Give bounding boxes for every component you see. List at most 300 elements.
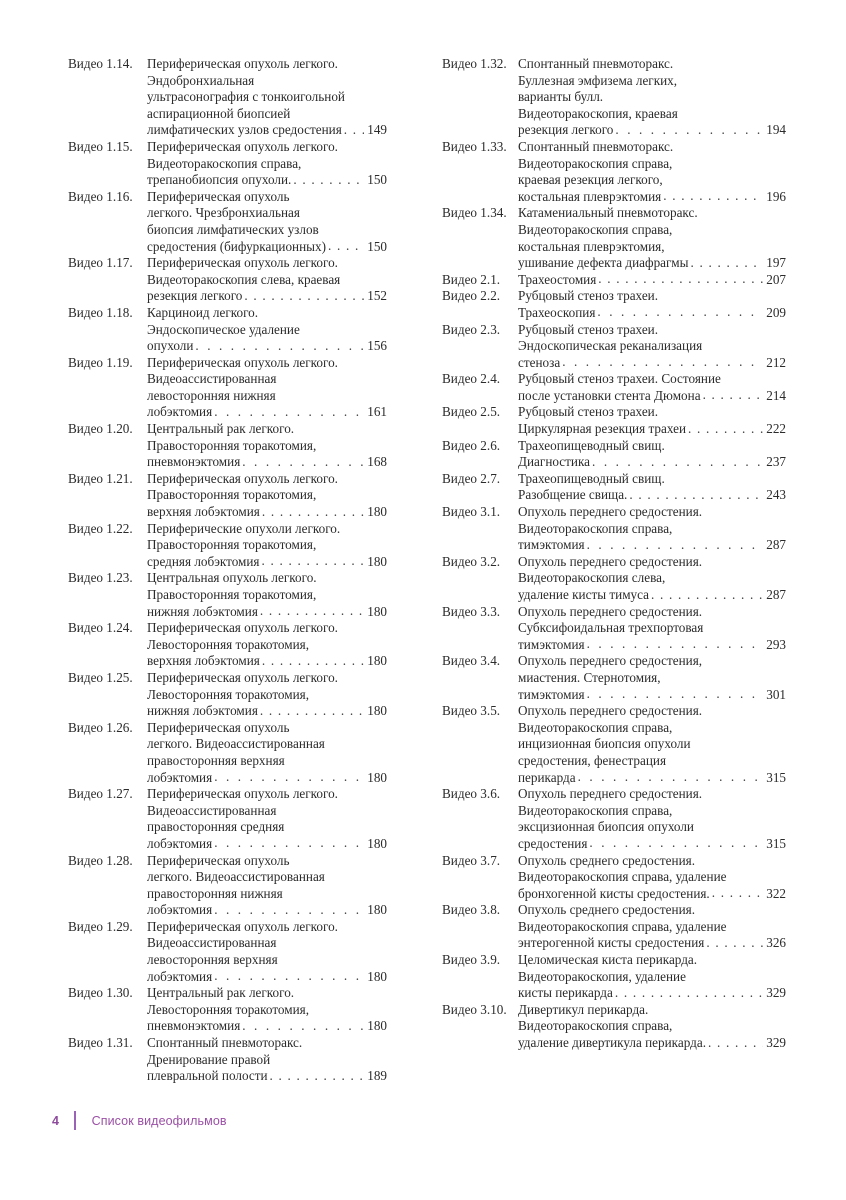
toc-entry-page-number: 180 bbox=[367, 603, 387, 619]
toc-entry-page-number: 212 bbox=[766, 354, 786, 370]
toc-entry[interactable] bbox=[442, 1002, 786, 1052]
toc-entry[interactable] bbox=[68, 56, 387, 139]
toc-entry-title-tail: опухоли bbox=[147, 338, 194, 354]
toc-entry-page-number: 287 bbox=[766, 587, 786, 602]
toc-entry[interactable] bbox=[68, 189, 387, 255]
toc-entry-line: Центральный рак легкого. bbox=[147, 421, 295, 437]
toc-entry-line: Правосторонняя торакотомия, bbox=[147, 487, 317, 503]
toc-entry-line: Видеоторакоскопия справа, bbox=[518, 719, 673, 735]
leader-dots bbox=[587, 537, 764, 554]
toc-entry[interactable] bbox=[68, 305, 387, 355]
leader-dots bbox=[260, 703, 364, 720]
toc-entry-title-tail: плевральной полости bbox=[147, 1068, 268, 1084]
leader-dots bbox=[592, 454, 763, 471]
toc-entry-label: Видео 3.2. bbox=[442, 553, 501, 569]
toc-entry-title-tail: лимфатических узлов средостения bbox=[147, 122, 342, 138]
toc-entry-title-tail: нижняя лобэктомия bbox=[147, 603, 258, 619]
toc-entry-line: Видеоассистированная bbox=[147, 802, 277, 818]
toc-entry-body bbox=[518, 653, 786, 703]
toc-entry-title-tail: кисты перикарда bbox=[518, 985, 613, 1001]
toc-entry-line: легкого. Чрезбронхиальная bbox=[147, 205, 300, 221]
toc-entry-page-number: 197 bbox=[766, 255, 786, 271]
toc-entry-page-number: 209 bbox=[766, 304, 786, 320]
leader-dots bbox=[708, 1035, 763, 1052]
toc-entry-line: Опухоль переднего средостения. bbox=[518, 703, 703, 719]
toc-entry-title-tail: средняя лобэктомия bbox=[147, 553, 260, 569]
leader-dots bbox=[703, 387, 764, 404]
toc-entry-body bbox=[518, 322, 786, 372]
toc-entry-page-number: 150 bbox=[367, 238, 387, 254]
toc-entry-last-line bbox=[147, 239, 387, 256]
toc-entry-page-number: 150 bbox=[367, 172, 387, 188]
toc-entry-line: Периферическая опухоль легкого. bbox=[147, 786, 338, 802]
toc-entry-page-number: 287 bbox=[766, 537, 786, 553]
toc-entry-title-tail: пневмонэктомия bbox=[147, 1018, 241, 1034]
toc-entry-label: Видео 3.6. bbox=[442, 786, 501, 802]
toc-entry-label: Видео 1.24. bbox=[68, 620, 133, 636]
toc-entry-line: Левосторонняя торакотомия, bbox=[147, 686, 310, 702]
toc-entry[interactable] bbox=[68, 919, 387, 985]
toc-entry-label: Видео 3.1. bbox=[442, 504, 501, 520]
toc-entry-last-line bbox=[518, 454, 786, 471]
toc-entry-last-line bbox=[147, 1068, 387, 1085]
toc-entry[interactable] bbox=[442, 786, 786, 852]
toc-entry-label: Видео 2.4. bbox=[442, 371, 501, 387]
leader-dots bbox=[260, 603, 364, 620]
toc-entry-line: ультрасонография с тонкоигольной bbox=[147, 89, 345, 105]
leader-dots bbox=[242, 1018, 364, 1035]
leader-dots bbox=[615, 985, 763, 1002]
toc-entry-body bbox=[147, 919, 387, 985]
toc-entry[interactable] bbox=[68, 471, 387, 521]
toc-entry-title-tail: костальная плеврэктомия bbox=[518, 188, 662, 204]
toc-entry-line: Правосторонняя торакотомия, bbox=[147, 437, 317, 453]
toc-entry-label: Видео 1.25. bbox=[68, 669, 133, 685]
toc-entry-last-line bbox=[518, 985, 786, 1002]
toc-entry-page-number: 180 bbox=[367, 653, 387, 669]
toc-entry-page-number: 301 bbox=[766, 686, 786, 702]
leader-dots bbox=[270, 1068, 365, 1085]
toc-entry-line: Левосторонняя торакотомия, bbox=[147, 636, 310, 652]
toc-entry-line: легкого. Видеоассистированная bbox=[147, 869, 325, 885]
toc-entry-body bbox=[147, 570, 387, 620]
toc-entry[interactable] bbox=[442, 952, 786, 1002]
toc-entry-body bbox=[518, 371, 786, 404]
toc-entry-page-number: 196 bbox=[766, 188, 786, 204]
toc-entry-line: Центральная опухоль легкого. bbox=[147, 570, 317, 586]
toc-entry-line: левосторонняя нижняя bbox=[147, 387, 276, 403]
leader-dots bbox=[214, 404, 364, 421]
leader-dots bbox=[663, 188, 763, 205]
toc-entry-line: Периферическая опухоль легкого. bbox=[147, 470, 338, 486]
toc-entry[interactable] bbox=[68, 139, 387, 189]
toc-entry-body bbox=[518, 272, 786, 289]
toc-entry-page-number: 168 bbox=[367, 454, 387, 470]
toc-entry-page-number: 222 bbox=[766, 421, 786, 437]
toc-entry[interactable] bbox=[68, 985, 387, 1035]
toc-entry-line: миастения. Стернотомия, bbox=[518, 669, 661, 685]
toc-entry[interactable] bbox=[68, 670, 387, 720]
toc-entry-page-number: 180 bbox=[367, 504, 387, 520]
toc-entry-label: Видео 1.17. bbox=[68, 255, 133, 271]
toc-entry[interactable] bbox=[442, 371, 786, 404]
toc-entry-line: Видеоторакоскопия справа, bbox=[518, 221, 673, 237]
toc-entry-last-line bbox=[518, 305, 786, 322]
toc-entry[interactable] bbox=[68, 1035, 387, 1085]
toc-entry-line: Периферическая опухоль легкого. bbox=[147, 56, 338, 71]
toc-entry-line: Периферическая опухоль bbox=[147, 852, 290, 868]
toc-entry-line: Видеоторакоскопия справа, удаление bbox=[518, 918, 727, 934]
toc-entry-page-number: 180 bbox=[367, 1018, 387, 1034]
toc-entry-last-line bbox=[518, 388, 786, 405]
toc-entry-body bbox=[518, 1002, 786, 1052]
toc-entry[interactable] bbox=[442, 288, 786, 321]
toc-entry-line: Периферические опухоли легкого. bbox=[147, 520, 341, 536]
toc-entry-last-line bbox=[518, 122, 786, 139]
toc-entry-last-line bbox=[147, 172, 387, 189]
toc-entry[interactable] bbox=[68, 720, 387, 786]
toc-entry-line: правосторонняя нижняя bbox=[147, 885, 283, 901]
toc-entry-body bbox=[518, 604, 786, 654]
toc-entry-label: Видео 1.22. bbox=[68, 520, 133, 536]
toc-entry-body bbox=[147, 620, 387, 670]
toc-entry-last-line bbox=[518, 687, 786, 704]
toc-entry-body bbox=[147, 471, 387, 521]
toc-entry-label: Видео 1.14. bbox=[68, 56, 133, 71]
toc-entry-last-line bbox=[147, 770, 387, 787]
toc-entry-label: Видео 1.19. bbox=[68, 354, 133, 370]
toc-entry-page-number: 207 bbox=[766, 271, 786, 287]
toc-entry-line: Трахеопищеводный свищ. bbox=[518, 470, 665, 486]
toc-entry-last-line bbox=[518, 255, 786, 272]
toc-entry-last-line bbox=[147, 288, 387, 305]
leader-dots bbox=[706, 935, 763, 952]
toc-entry-label: Видео 2.7. bbox=[442, 470, 501, 486]
toc-entry-label: Видео 2.6. bbox=[442, 437, 501, 453]
toc-entry-page-number: 180 bbox=[367, 835, 387, 851]
toc-entry[interactable] bbox=[442, 404, 786, 437]
footer-section-title: Список видеофильмов bbox=[91, 1113, 227, 1128]
toc-entry-last-line bbox=[518, 886, 786, 903]
toc-entry-line: левосторонняя верхняя bbox=[147, 952, 278, 968]
toc-entry[interactable] bbox=[442, 604, 786, 654]
toc-entry-title-tail: трепанобиопсия опухоли. bbox=[147, 172, 292, 188]
toc-entry-body bbox=[518, 952, 786, 1002]
footer-page-number: 4 bbox=[52, 1113, 59, 1128]
toc-column-left bbox=[0, 56, 423, 1085]
toc-entry-last-line bbox=[518, 587, 786, 604]
toc-entry-body bbox=[518, 703, 786, 786]
leader-dots bbox=[690, 255, 763, 272]
toc-entry-last-line bbox=[147, 604, 387, 621]
toc-entry-page-number: 293 bbox=[766, 636, 786, 652]
toc-entry-label: Видео 2.1. bbox=[442, 271, 501, 287]
toc-entry-label: Видео 1.29. bbox=[68, 918, 133, 934]
toc-entry-title-tail: верхняя лобэктомия bbox=[147, 504, 260, 520]
toc-entry-title-tail: пневмонэктомия bbox=[147, 454, 241, 470]
toc-entry-title-tail: Разобщение свища. bbox=[518, 487, 628, 503]
toc-entry-line: Видеоассистированная bbox=[147, 935, 277, 951]
toc-entry-label: Видео 1.23. bbox=[68, 570, 133, 586]
toc-entry-label: Видео 1.15. bbox=[68, 138, 133, 154]
toc-entry-line: Спонтанный пневмоторакс. bbox=[147, 1035, 303, 1051]
toc-entry-body bbox=[518, 404, 786, 437]
toc-entry-line: правосторонняя средняя bbox=[147, 819, 285, 835]
toc-entry-title-tail: нижняя лобэктомия bbox=[147, 703, 258, 719]
leader-dots bbox=[589, 835, 763, 852]
toc-entry-line: Трахеопищеводный свищ. bbox=[518, 437, 665, 453]
toc-entry-last-line bbox=[147, 554, 387, 571]
toc-entry-label: Видео 3.10. bbox=[442, 1001, 507, 1017]
toc-columns bbox=[0, 56, 846, 1085]
toc-entry-title-tail: тимэктомия bbox=[518, 537, 585, 553]
toc-entry-label: Видео 3.7. bbox=[442, 852, 501, 868]
toc-entry-title-tail: Диагностика bbox=[518, 454, 591, 470]
toc-entry-body bbox=[518, 438, 786, 471]
toc-entry-body bbox=[518, 205, 786, 271]
leader-dots bbox=[587, 636, 764, 653]
toc-entry-body bbox=[518, 139, 786, 205]
toc-entry-body bbox=[518, 56, 786, 139]
toc-entry-page-number: 180 bbox=[367, 769, 387, 785]
toc-entry-line: Спонтанный пневмоторакс. bbox=[518, 56, 674, 71]
toc-entry-last-line bbox=[147, 703, 387, 720]
toc-entry-last-line bbox=[147, 504, 387, 521]
toc-entry-label: Видео 3.8. bbox=[442, 902, 501, 918]
toc-entry-last-line bbox=[147, 653, 387, 670]
toc-entry-last-line bbox=[518, 272, 786, 289]
toc-entry[interactable] bbox=[68, 786, 387, 852]
toc-entry-line: Рубцовый стеноз трахеи. Состояние bbox=[518, 371, 721, 387]
toc-entry-last-line bbox=[518, 355, 786, 372]
toc-entry-line: аспирационной биопсией bbox=[147, 105, 291, 121]
toc-entry-page-number: 326 bbox=[766, 935, 786, 951]
toc-entry-body bbox=[518, 853, 786, 903]
toc-entry-title-tail: перикарда bbox=[518, 769, 576, 785]
toc-entry-last-line bbox=[147, 969, 387, 986]
toc-entry[interactable] bbox=[442, 703, 786, 786]
leader-dots bbox=[598, 271, 763, 288]
toc-entry-line: Видеоторакоскопия справа, bbox=[518, 802, 673, 818]
leader-dots bbox=[629, 487, 763, 504]
toc-entry-label: Видео 2.5. bbox=[442, 404, 501, 420]
toc-entry-page-number: 161 bbox=[367, 404, 387, 420]
toc-entry-title-tail: Трахеоскопия bbox=[518, 304, 596, 320]
toc-entry-title-tail: стеноза bbox=[518, 354, 561, 370]
toc-entry-label: Видео 1.26. bbox=[68, 719, 133, 735]
toc-entry-body bbox=[147, 521, 387, 571]
toc-entry[interactable] bbox=[442, 205, 786, 271]
toc-entry-page-number: 194 bbox=[766, 122, 786, 138]
toc-entry[interactable] bbox=[442, 853, 786, 903]
toc-entry-last-line bbox=[518, 537, 786, 554]
toc-entry-line: Целомическая киста перикарда. bbox=[518, 952, 698, 968]
toc-column-right bbox=[423, 56, 846, 1085]
toc-entry-label: Видео 1.27. bbox=[68, 786, 133, 802]
toc-entry-line: Опухоль переднего средостения. bbox=[518, 553, 703, 569]
toc-entry-line: Периферическая опухоль легкого. bbox=[147, 918, 338, 934]
toc-entry[interactable] bbox=[68, 620, 387, 670]
toc-entry-last-line bbox=[147, 836, 387, 853]
toc-entry-last-line bbox=[147, 404, 387, 421]
leader-dots bbox=[262, 504, 364, 521]
toc-entry-label: Видео 2.3. bbox=[442, 321, 501, 337]
leader-dots bbox=[328, 238, 364, 255]
toc-entry-line: Опухоль переднего средостения. bbox=[518, 786, 703, 802]
toc-entry-page-number: 237 bbox=[766, 454, 786, 470]
toc-entry-page-number: 214 bbox=[766, 387, 786, 403]
leader-dots bbox=[597, 304, 763, 321]
toc-entry-body bbox=[147, 786, 387, 852]
toc-entry[interactable] bbox=[442, 653, 786, 703]
toc-entry-title-tail: Трахеостомия bbox=[518, 271, 597, 287]
toc-entry-line: Эндобронхиальная bbox=[147, 72, 255, 88]
toc-entry-title-tail: лобэктомия bbox=[147, 835, 213, 851]
toc-entry-label: Видео 1.28. bbox=[68, 852, 133, 868]
toc-entry-title-tail: резекция легкого bbox=[147, 288, 243, 304]
toc-entry-label: Видео 1.18. bbox=[68, 304, 133, 320]
toc-entry-last-line bbox=[518, 637, 786, 654]
toc-entry-body bbox=[147, 985, 387, 1035]
toc-entry-page-number: 315 bbox=[766, 835, 786, 851]
toc-entry-line: Видеоторакоскопия слева, bbox=[518, 570, 666, 586]
toc-entry-line: Эндоскопическая реканализация bbox=[518, 338, 703, 354]
toc-entry-label: Видео 1.16. bbox=[68, 188, 133, 204]
leader-dots bbox=[688, 421, 763, 438]
toc-entry-last-line bbox=[518, 189, 786, 206]
toc-entry-last-line bbox=[147, 338, 387, 355]
toc-entry-body bbox=[147, 853, 387, 919]
toc-entry[interactable] bbox=[442, 272, 786, 289]
toc-entry-body bbox=[147, 189, 387, 255]
leader-dots bbox=[244, 288, 364, 305]
toc-entry-line: Периферическая опухоль bbox=[147, 188, 290, 204]
toc-entry[interactable] bbox=[442, 504, 786, 554]
leader-dots bbox=[242, 454, 364, 471]
toc-entry-line: Спонтанный пневмоторакс. bbox=[518, 138, 674, 154]
toc-entry-page-number: 152 bbox=[367, 288, 387, 304]
toc-entry-label: Видео 3.4. bbox=[442, 653, 501, 669]
toc-entry[interactable] bbox=[68, 421, 387, 471]
toc-entry-line: Опухоль переднего средостения. bbox=[518, 504, 703, 520]
toc-entry-line: Периферическая опухоль легкого. bbox=[147, 620, 338, 636]
toc-entry-title-tail: лобэктомия bbox=[147, 769, 213, 785]
toc-entry-title-tail: тимэктомия bbox=[518, 686, 585, 702]
leader-dots bbox=[214, 835, 364, 852]
toc-entry-line: Видеоторакоскопия, удаление bbox=[518, 968, 686, 984]
toc-entry-label: Видео 1.32. bbox=[442, 56, 507, 71]
toc-entry-line: Дренирование правой bbox=[147, 1051, 271, 1067]
toc-entry-label: Видео 1.21. bbox=[68, 470, 133, 486]
toc-entry[interactable] bbox=[442, 322, 786, 372]
toc-entry-body bbox=[147, 56, 387, 139]
leader-dots bbox=[587, 686, 764, 703]
leader-dots bbox=[578, 769, 764, 786]
toc-entry-title-tail: ушивание дефекта диафрагмы bbox=[518, 255, 689, 271]
toc-entry-line: Видеоторакоскопия справа, bbox=[518, 1018, 673, 1034]
toc-entry[interactable] bbox=[442, 902, 786, 952]
toc-entry-line: Видеоторакоскопия справа, bbox=[147, 155, 302, 171]
toc-entry-title-tail: удаление дивертикула перикарда. bbox=[518, 1035, 707, 1051]
toc-entry[interactable] bbox=[68, 355, 387, 421]
toc-entry-title-tail: удаление кисты тимуса bbox=[518, 587, 650, 602]
toc-entry-last-line bbox=[518, 836, 786, 853]
toc-entry-line: Карциноид легкого. bbox=[147, 304, 259, 320]
toc-entry-line: правосторонняя верхняя bbox=[147, 752, 285, 768]
toc-entry-title-tail: Циркулярная резекция трахеи bbox=[518, 421, 687, 437]
toc-entry[interactable] bbox=[68, 570, 387, 620]
toc-entry-page-number: 156 bbox=[367, 338, 387, 354]
toc-entry-last-line bbox=[147, 902, 387, 919]
toc-entry-title-tail: средостения bbox=[518, 835, 588, 851]
leader-dots bbox=[562, 354, 763, 371]
toc-entry-line: легкого. Видеоассистированная bbox=[147, 736, 325, 752]
toc-entry-label: Видео 1.31. bbox=[68, 1035, 133, 1051]
leader-dots bbox=[712, 885, 763, 902]
leader-dots bbox=[214, 968, 364, 985]
toc-entry-line: Видеоторакоскопия справа, bbox=[518, 155, 673, 171]
toc-entry-last-line bbox=[518, 770, 786, 787]
toc-entry[interactable] bbox=[442, 438, 786, 471]
toc-entry-last-line bbox=[518, 487, 786, 504]
toc-entry-line: варианты булл. bbox=[518, 89, 604, 105]
toc-entry-label: Видео 1.33. bbox=[442, 138, 507, 154]
toc-entry-page-number: 315 bbox=[766, 769, 786, 785]
toc-entry-line: Опухоль среднего средостения. bbox=[518, 902, 695, 918]
toc-entry-line: средостения, фенестрация bbox=[518, 752, 667, 768]
toc-entry-title-tail: средостения (бифуркационных) bbox=[147, 238, 326, 254]
toc-entry-line: Опухоль среднего средостения. bbox=[518, 852, 695, 868]
toc-entry[interactable] bbox=[68, 255, 387, 305]
toc-entry-label: Видео 3.3. bbox=[442, 603, 501, 619]
toc-entry-line: Рубцовый стеноз трахеи. bbox=[518, 404, 659, 420]
toc-entry-line: Субксифоидальная трехпортовая bbox=[518, 620, 704, 636]
toc-entry-last-line bbox=[147, 122, 387, 139]
toc-entry-title-tail: лобэктомия bbox=[147, 968, 213, 984]
toc-entry[interactable] bbox=[68, 853, 387, 919]
toc-entry-page-number: 180 bbox=[367, 553, 387, 569]
toc-entry-last-line bbox=[518, 935, 786, 952]
toc-entry-body bbox=[147, 421, 387, 471]
toc-entry-line: Буллезная эмфизема легких, bbox=[518, 72, 678, 88]
toc-entry-line: Правосторонняя торакотомия, bbox=[147, 537, 317, 553]
toc-entry-line: Видеоторакоскопия справа, bbox=[518, 520, 673, 536]
toc-entry-page-number: 149 bbox=[367, 122, 387, 138]
toc-entry[interactable] bbox=[442, 56, 786, 139]
toc-entry-page-number: 180 bbox=[367, 902, 387, 918]
toc-entry-title-tail: резекция легкого bbox=[518, 122, 614, 138]
toc-entry[interactable] bbox=[68, 521, 387, 571]
toc-entry[interactable] bbox=[442, 554, 786, 604]
toc-entry-body bbox=[147, 355, 387, 421]
toc-entry-last-line bbox=[147, 1018, 387, 1035]
toc-entry-line: биопсия лимфатических узлов bbox=[147, 221, 319, 237]
toc-entry-label: Видео 1.30. bbox=[68, 985, 133, 1001]
toc-entry-last-line bbox=[518, 421, 786, 438]
toc-entry[interactable] bbox=[442, 471, 786, 504]
toc-entry-body bbox=[147, 139, 387, 189]
toc-entry-title-tail: тимэктомия bbox=[518, 636, 585, 652]
toc-entry-line: Периферическая опухоль bbox=[147, 719, 290, 735]
toc-entry-body bbox=[518, 902, 786, 952]
toc-entry[interactable] bbox=[442, 139, 786, 205]
toc-entry-body bbox=[147, 305, 387, 355]
toc-entry-line: Опухоль переднего средостения, bbox=[518, 653, 703, 669]
page-footer bbox=[52, 1111, 227, 1130]
toc-entry-title-tail: лобэктомия bbox=[147, 902, 213, 918]
leader-dots bbox=[214, 769, 364, 786]
toc-entry-title-tail: энтерогенной кисты средостения bbox=[518, 935, 705, 951]
